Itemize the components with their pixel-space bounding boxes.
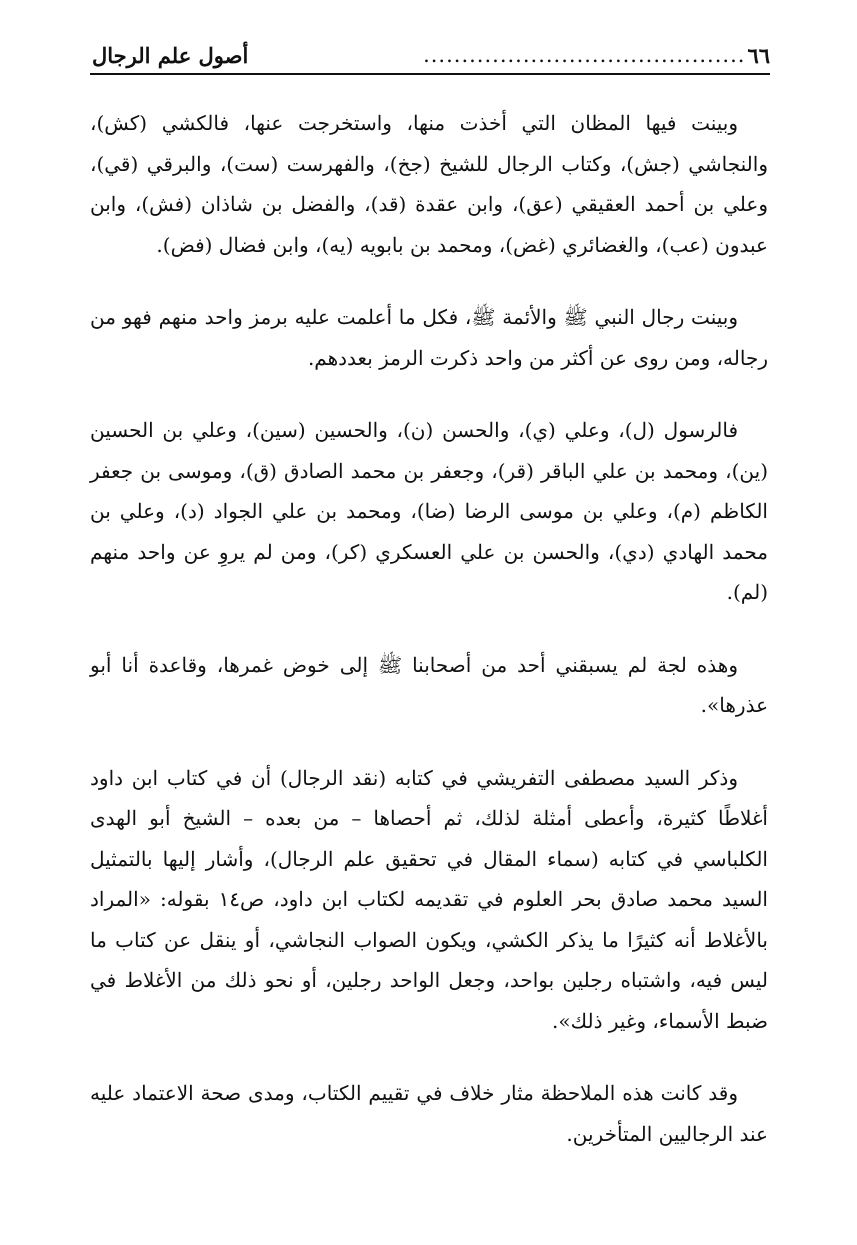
leader-dots: .......................................... [423, 43, 746, 67]
header-rule [90, 73, 770, 75]
paragraph-conclusion: وقد كانت هذه الملاحظة مثار خلاف في تقييم الكتاب، ومدى صحة الاعتماد عليه عند الرجاليين المتأخرين. [90, 1081, 768, 1146]
paragraph-imams-intro: وبينت رجال النبي ﷺ والأئمة ﷺ، فكل ما أعلمت عليه برمز واحد منهم فهو من رجاله، ومن روى عن أكثر من واحد ذكرت الرمز بعددهم. [90, 305, 768, 370]
running-header [92, 38, 770, 72]
paragraph-sources: وبينت فيها المظان التي أخذت منها، واستخرجت عنها، فالكشي (كش)، والنجاشي (جش)، وكتاب الرجال للشيخ (جخ)، والفهرست (ست)، والبرقي (قي)، وعلي بن أحمد العقيقي (عق)، وابن عقدة (قد)، والفضل بن شاذان (فش)، وابن عبدون (عب)، والغضائري (غض)، ومحمد بن بابويه (يه)، وابن فضال (فض). [90, 111, 768, 257]
paragraph-imam-codes: فالرسول (ل)، وعلي (ي)، والحسن (ن)، والحسين (سين)، وعلي بن الحسين (ين)، ومحمد بن علي الباقر (قر)، وجعفر بن محمد الصادق (ق)، وموسى بن جعفر الكاظم (م)، وعلي بن موسى الرضا (ضا)، ومحمد بن علي الجواد (د)، وعلي بن محمد الهادي (دي)، والحسن بن علي العسكري (كر)، ومن لم يروِ عن واحد منهم (لم). [90, 418, 768, 604]
paragraph-tafrishi: وذكر السيد مصطفى التفريشي في كتابه (نقد الرجال) أن في كتاب ابن داود أغلاطًا كثيرة، وأعطى أمثلة لذلك، ثم أحصاها – من بعده – الشيخ أبو الهدى الكلباسي في كتابه (سماء المقال في تحقيق علم الرجال)، وأشار إليها بالتمثيل السيد محمد صادق بحر العلوم في تقديمه لكتاب ابن داود، ص١٤ بقوله: «المراد بالأغلاط أنه كثيرًا ما يذكر الكشي، ويكون الصواب النجاشي، أو ينقل عن كتاب ما ليس فيه، واشتباه رجلين بواحد، وجعل الواحد رجلين، أو نحو ذلك من الأغلاط في ضبط الأسماء، وغير ذلك». [90, 765, 768, 1033]
page-number: ٦٦ [747, 42, 770, 68]
page-body [90, 103, 768, 1154]
book-title: أصول علم الرجال [92, 42, 249, 68]
paragraph-quote-end: وهذه لجة لم يسبقني أحد من أصحابنا ﷺ إلى خوض غمرها، وقاعدة أنا أبو عذرها». [90, 652, 768, 717]
